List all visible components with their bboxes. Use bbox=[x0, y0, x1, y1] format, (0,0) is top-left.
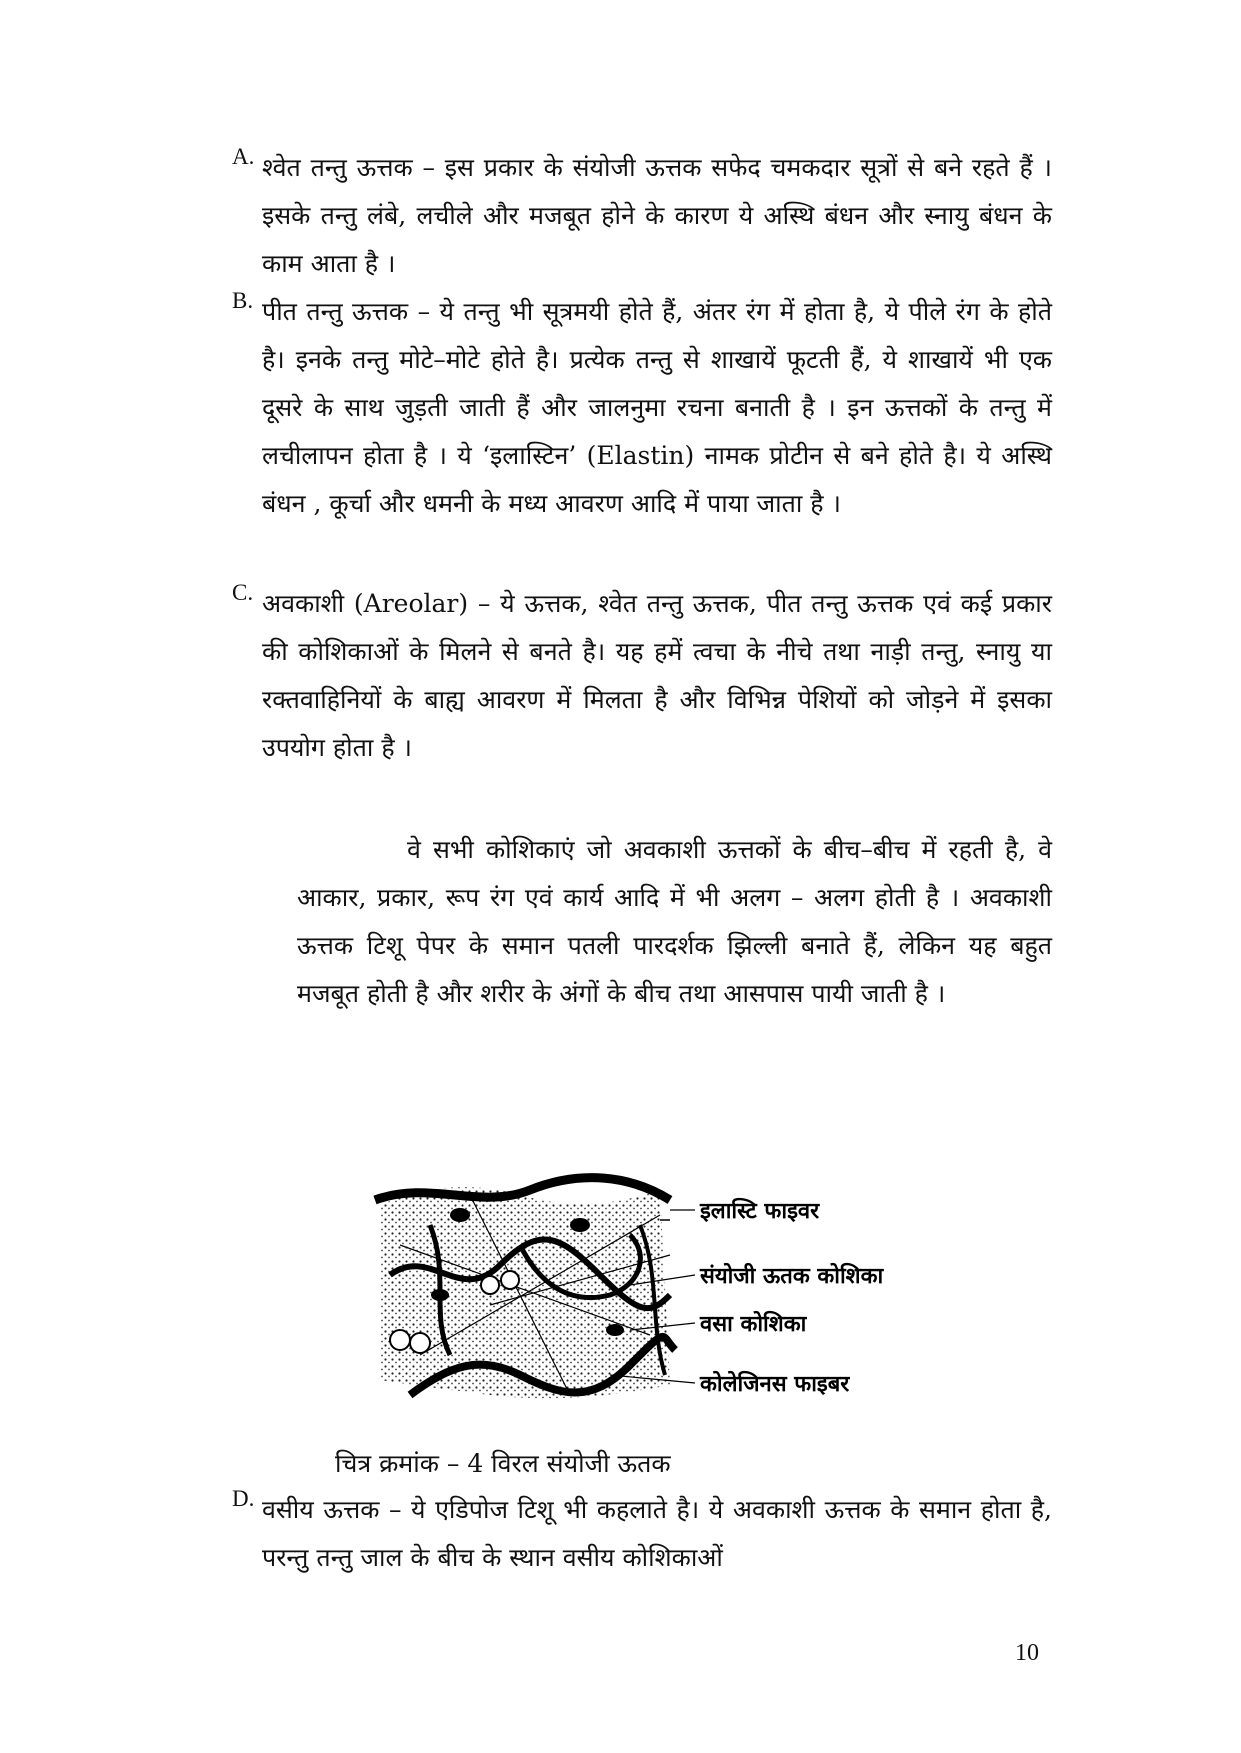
figure-caption: चित्र क्रमांक – 4 विरल संयोजी ऊतक bbox=[335, 1449, 671, 1478]
tissue-diagram bbox=[370, 1155, 990, 1420]
label-collagenous-fiber: कोलेजिनस फाइबर bbox=[700, 1372, 850, 1397]
section-a bbox=[232, 144, 1052, 288]
section-text: श्वेत तन्तु ऊत्तक – इस प्रकार के संयोजी ऊत्तक सफेद चमकदार सूत्रों से बने रहते हैं । इसके तन्तु लंबे, लचीले और मजबूत होने के कारण ये अस्थि बंधन और स्नायु बंधन के काम आता है । bbox=[262, 153, 1052, 278]
areolar-tissue-figure bbox=[370, 1155, 990, 1420]
section-marker: A. bbox=[232, 144, 255, 169]
section-text: वसीय ऊत्तक – ये एडिपोज टिशू भी कहलाते है। ये अवकाशी ऊत्तक के समान होता है, परन्तु तन्तु जाल के बीच के स्थान वसीय कोशिकाओं bbox=[262, 1495, 1052, 1572]
section-marker: D. bbox=[232, 1486, 255, 1511]
page-number: 10 bbox=[1015, 1640, 1039, 1666]
section-marker: C. bbox=[232, 580, 254, 605]
label-fat-cell: वसा कोशिका bbox=[700, 1312, 807, 1337]
label-elastic-fiber: इलास्टि फाइवर bbox=[700, 1199, 820, 1224]
paragraph-c-continued: वे सभी कोशिकाएं जो अवकाशी ऊत्तकों के बीच–बीच में रहती है, वे आकार, प्रकार, रूप रंग एवं कार्य आदि में भी अलग – अलग होती है । अवकाशी ऊत्तक टिशू पेपर के समान पतली पारदर्शक झिल्ली बनाते हैं, लेकिन यह बहुत मजबूत होती है और शरीर के अंगों के बीच तथा आसपास पायी जाती है । bbox=[297, 835, 1052, 1008]
section-d bbox=[232, 1486, 1052, 1582]
section-text: पीत तन्तु ऊत्तक – ये तन्तु भी सूत्रमयी होते हैं, अंतर रंग में होता है, ये पीले रंग के होते है। इनके तन्तु मोटे–मोटे होते है। प्रत्येक तन्तु से शाखायें फूटती हैं, ये शाखायें भी एक दूसरे के साथ जुड़ती जाती हैं और जालनुमा रचना बनाती है । इन ऊत्तकों के तन्तु में लचीलापन होता है । ये ‘इलास्टिन’ (Elastin) नामक प्रोटीन से बने होते है। ये अस्थि बंधन , कूर्चा और धमनी के मध्य आवरण आदि में पाया जाता है । bbox=[262, 297, 1052, 518]
label-connective-tissue-cell: संयोजी ऊतक कोशिका bbox=[700, 1264, 884, 1289]
section-marker: B. bbox=[232, 288, 254, 313]
section-text: अवकाशी (Areolar) – ये ऊत्तक, श्वेत तन्तु ऊत्तक, पीत तन्तु ऊत्तक एवं कई प्रकार की कोशिकाओं के मिलने से बनते है। यह हमें त्वचा के नीचे तथा नाड़ी तन्तु, स्नायु या रक्तवाहिनियों के बाह्य आवरण में मिलता है और विभिन्न पेशियों को जोड़ने में इसका उपयोग होता है । bbox=[262, 589, 1052, 762]
section-c bbox=[232, 580, 1052, 772]
tissue-illustration bbox=[375, 1178, 675, 1399]
section-b bbox=[232, 288, 1052, 528]
